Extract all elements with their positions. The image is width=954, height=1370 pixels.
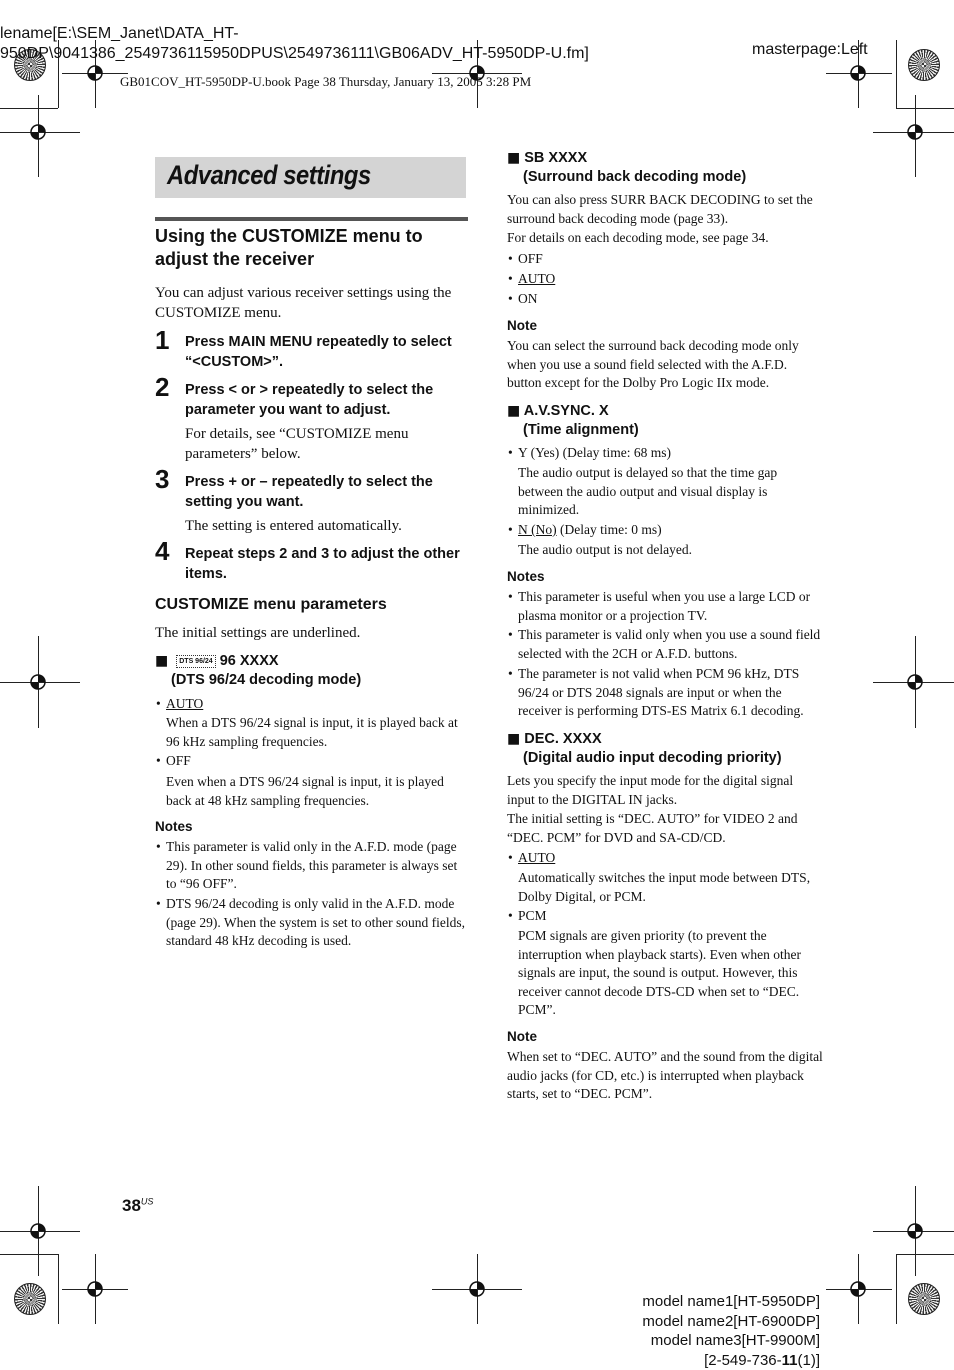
- param-desc: You can also press SURR BACK DECODING to set the surround back decoding mode (page 33).: [507, 191, 823, 228]
- file-path-line2: 950DP\9041386_2549736115950DPUS\2549736111\GB06ADV_HT-5950DP-U.fm]: [0, 44, 589, 64]
- registration-target-icon: [27, 1220, 49, 1242]
- registration-target-icon: [847, 62, 869, 84]
- option-desc: Even when a DTS 96/24 signal is input, it is played back at 48 kHz sampling frequencies.: [166, 773, 471, 810]
- file-path: [0, 24, 589, 64]
- part-number: [642, 1351, 820, 1370]
- option-desc: When a DTS 96/24 signal is input, it is played back at 96 kHz sampling frequencies.: [166, 714, 471, 751]
- square-bullet-icon: ■: [507, 150, 520, 166]
- param-subheading: (Digital audio input decoding priority): [523, 749, 823, 769]
- registration-target-icon: [84, 1278, 106, 1300]
- step-text: Press < or > repeatedly to select the parameter you want to adjust.: [185, 381, 475, 420]
- registration-target-icon: [904, 1220, 926, 1242]
- page-number-value: 38: [122, 1196, 141, 1215]
- step-number: 1: [155, 327, 169, 353]
- step-number: 4: [155, 538, 169, 564]
- model-name-2: model name2[HT-6900DP]: [642, 1312, 820, 1332]
- registration-target-icon: [27, 121, 49, 143]
- option-item: • OFF: [518, 250, 818, 269]
- param-heading-text: SB XXXX: [524, 150, 587, 166]
- registration-target-icon: [904, 121, 926, 143]
- params-intro: The initial settings are underlined.: [155, 623, 470, 643]
- note-item: • This parameter is useful when you use a large LCD or plasma monitor or a projection TV.: [518, 588, 823, 625]
- option-item: [518, 521, 823, 540]
- part-prefix: [2-549-736-: [704, 1352, 782, 1369]
- option-item: • ON: [518, 290, 818, 309]
- notes-label: Notes: [155, 819, 193, 834]
- option-desc: Automatically switches the input mode between DTS, Dolby Digital, or PCM.: [518, 869, 823, 906]
- step-text: Repeat steps 2 and 3 to adjust the other items.: [185, 545, 475, 584]
- param-desc: For details on each decoding mode, see page 34.: [507, 229, 823, 248]
- step-detail: The setting is entered automatically.: [185, 516, 475, 536]
- model-name-3: model name3[HT-9900M]: [642, 1331, 820, 1351]
- option-value: AUTO: [166, 696, 203, 711]
- page-number: [122, 1196, 153, 1216]
- section-title: Using the CUSTOMIZE menu to adjust the receiver: [155, 225, 475, 271]
- page-title-box: [155, 157, 466, 198]
- option-item: [518, 270, 818, 289]
- square-bullet-icon: ■: [507, 403, 520, 419]
- param-sb-heading: [507, 149, 827, 169]
- note-item: • The parameter is not valid when PCM 96 kHz, DTS 96/24 or DTS 2048 signals are input or when the receiver is performing DTS-ES Matrix 6.1 decoding.: [518, 665, 828, 721]
- option-item: • PCM: [518, 907, 823, 926]
- params-title: CUSTOMIZE menu parameters: [155, 595, 470, 615]
- param-av-heading: [507, 402, 827, 422]
- file-path-line1: lename[E:\SEM_Janet\DATA_HT-: [0, 24, 589, 44]
- option-value: AUTO: [518, 850, 555, 865]
- param-heading-text: A.V.SYNC. X: [524, 403, 609, 419]
- registration-target-icon: [847, 1278, 869, 1300]
- section-rule: [155, 217, 468, 221]
- note-label: Note: [507, 318, 537, 333]
- option-item: • Y (Yes) (Delay time: 68 ms): [518, 444, 823, 463]
- param-subheading: (Time alignment): [523, 421, 823, 441]
- option-item: [518, 849, 823, 868]
- step-number: 2: [155, 374, 169, 400]
- note-item: • This parameter is valid only when you use a sound field selected with the 2CH or A.F.D. buttons.: [518, 626, 823, 663]
- param-dts-heading: [155, 652, 470, 672]
- part-bold: 11: [782, 1352, 798, 1369]
- option-value: OFF: [166, 753, 191, 768]
- model-info: [642, 1292, 820, 1370]
- page-title: Advanced settings: [167, 160, 371, 191]
- page-suffix: US: [141, 1196, 154, 1206]
- param-dec-heading: [507, 730, 827, 750]
- registration-target-icon: [27, 671, 49, 693]
- option-item: [166, 752, 471, 771]
- param-subheading: (DTS 96/24 decoding mode): [171, 671, 471, 691]
- option-desc: The audio output is not delayed.: [518, 541, 823, 560]
- note-text: When set to “DEC. AUTO” and the sound from the digital audio jacks (for CD, etc.) is interrupted when playback starts, set to “DEC. PCM”.: [507, 1048, 823, 1104]
- registration-target-icon: [466, 1278, 488, 1300]
- book-info: GB01COV_HT-5950DP-U.book Page 38 Thursday, January 13, 2005 3:28 PM: [120, 74, 531, 90]
- note-text: You can select the surround back decoding mode only when you use a sound field selected with the A.F.D. button except for the Dolby Pro Logic IIx mode.: [507, 337, 823, 393]
- intro-text: You can adjust various receiver settings using the CUSTOMIZE menu.: [155, 283, 470, 323]
- step-text: Press MAIN MENU repeatedly to select “<CUSTOM>”.: [185, 333, 475, 372]
- notes-label: Notes: [507, 569, 545, 584]
- param-heading-text: DEC. XXXX: [524, 731, 601, 747]
- param-desc: Lets you specify the input mode for the digital signal input to the DIGITAL IN jacks.: [507, 772, 823, 809]
- param-heading-text: 96 XXXX: [220, 653, 279, 669]
- option-detail: (Delay time: 0 ms): [557, 522, 662, 537]
- option-desc: The audio output is delayed so that the time gap between the audio output and visual display is minimized.: [518, 464, 823, 520]
- step-text: Press + or – repeatedly to select the setting you want.: [185, 473, 475, 512]
- option-value: AUTO: [518, 271, 555, 286]
- registration-target-icon: [904, 671, 926, 693]
- masterpage-label: masterpage:Left: [752, 40, 868, 60]
- model-name-1: model name1[HT-5950DP]: [642, 1292, 820, 1312]
- note-label: Note: [507, 1029, 537, 1044]
- param-subheading: (Surround back decoding mode): [523, 168, 823, 188]
- square-bullet-icon: ■: [507, 731, 520, 747]
- dts-logo-icon: DTS 96/24: [176, 655, 215, 668]
- option-value: N (No): [518, 522, 557, 537]
- part-suffix: (1)]: [798, 1352, 821, 1369]
- note-item: • This parameter is valid only in the A.F.D. mode (page 29). In other sound fields, this parameter is always set to “96 OFF”.: [166, 838, 471, 894]
- option-desc: PCM signals are given priority (to prevent the interruption when playback starts). Even when other signals are input, the sound is output. However, this receiver cannot decode DTS-CD when set to “DEC. PCM”.: [518, 927, 823, 1020]
- square-bullet-icon: ■: [155, 653, 168, 669]
- step-number: 3: [155, 466, 169, 492]
- param-desc: The initial setting is “DEC. AUTO” for VIDEO 2 and “DEC. PCM” for DVD and SA-CD/CD.: [507, 810, 823, 847]
- option-item: [166, 695, 471, 714]
- note-item: • DTS 96/24 decoding is only valid in the A.F.D. mode (page 29). When the system is set to other sound fields, standard 48 kHz decoding is used.: [166, 895, 471, 951]
- registration-target-icon: [84, 62, 106, 84]
- step-detail: For details, see “CUSTOMIZE menu parameters” below.: [185, 424, 475, 464]
